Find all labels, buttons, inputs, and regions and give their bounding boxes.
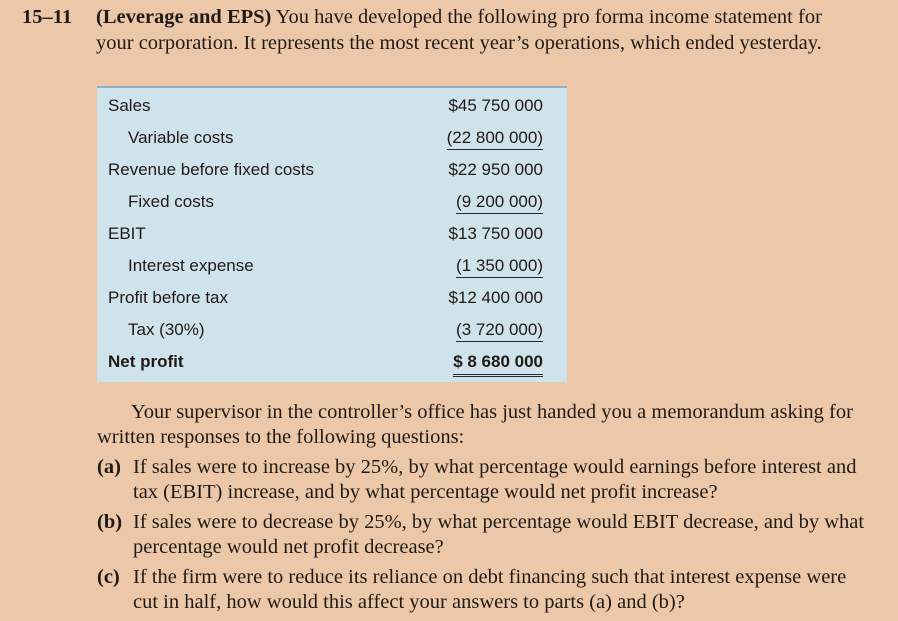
row-value: $22 950 000: [448, 160, 543, 179]
question-text: If the firm were to reduce its reliance on debt financing such that interest expense were cut in half, how would this affect your answers to parts (a) and (b)?: [133, 566, 847, 613]
question-letter: (a): [97, 456, 121, 478]
income-statement-table: [97, 86, 567, 382]
row-label: Interest expense: [128, 256, 254, 275]
row-sales: [97, 90, 567, 120]
row-variable-costs: [97, 122, 567, 152]
question-a: [97, 455, 867, 505]
row-label: Variable costs: [128, 128, 234, 147]
row-value: $ 8 680 000: [453, 352, 543, 377]
question-text: If sales were to increase by 25%, by what percentage would earnings before interest and tax (EBIT) increase, and by what percentage would net profit increase?: [133, 456, 857, 503]
row-ebit: [97, 218, 567, 248]
row-value: $13 750 000: [448, 224, 543, 243]
row-interest-expense: [97, 250, 567, 280]
row-profit-before-tax: [97, 282, 567, 312]
row-net-profit: [97, 346, 567, 376]
row-label: Profit before tax: [108, 288, 229, 307]
row-label: Tax (30%): [128, 320, 205, 339]
question-c: [97, 565, 867, 615]
memo-section: [97, 400, 867, 615]
question-letter: (b): [97, 511, 123, 533]
row-value: (1 350 000): [456, 256, 543, 278]
row-fixed-costs: [97, 186, 567, 216]
row-revenue-before-fixed-costs: [97, 154, 567, 184]
row-value: (22 800 000): [447, 128, 543, 150]
problem-first-line: [22, 4, 882, 30]
row-value: (3 720 000): [456, 320, 543, 342]
row-value: $12 400 000: [448, 288, 543, 307]
row-value: (9 200 000): [456, 192, 543, 214]
row-label: Net profit: [108, 352, 184, 371]
problem-text-line2: your corporation. It represents the most recent year’s operations, which ended yesterday.: [96, 32, 822, 54]
row-label: Fixed costs: [128, 192, 214, 211]
question-letter: (c): [97, 566, 120, 588]
row-label: Sales: [108, 96, 151, 115]
question-b: [97, 510, 867, 560]
row-tax: [97, 314, 567, 344]
problem-text-line1: You have developed the following pro forma income statement for: [275, 6, 822, 28]
row-value: $45 750 000: [448, 96, 543, 115]
row-label: Revenue before fixed costs: [108, 160, 315, 179]
memo-intro: Your supervisor in the controller’s office has just handed you a memorandum asking for written responses to the following questions:: [97, 401, 853, 448]
problem-header: [22, 4, 882, 56]
problem-topic: (Leverage and EPS): [96, 6, 272, 28]
row-label: EBIT: [108, 224, 146, 243]
problem-number: 15–11: [22, 6, 73, 28]
question-text: If sales were to decrease by 25%, by what percentage would EBIT decrease, and by what percentage would net profit decrease?: [133, 511, 865, 558]
